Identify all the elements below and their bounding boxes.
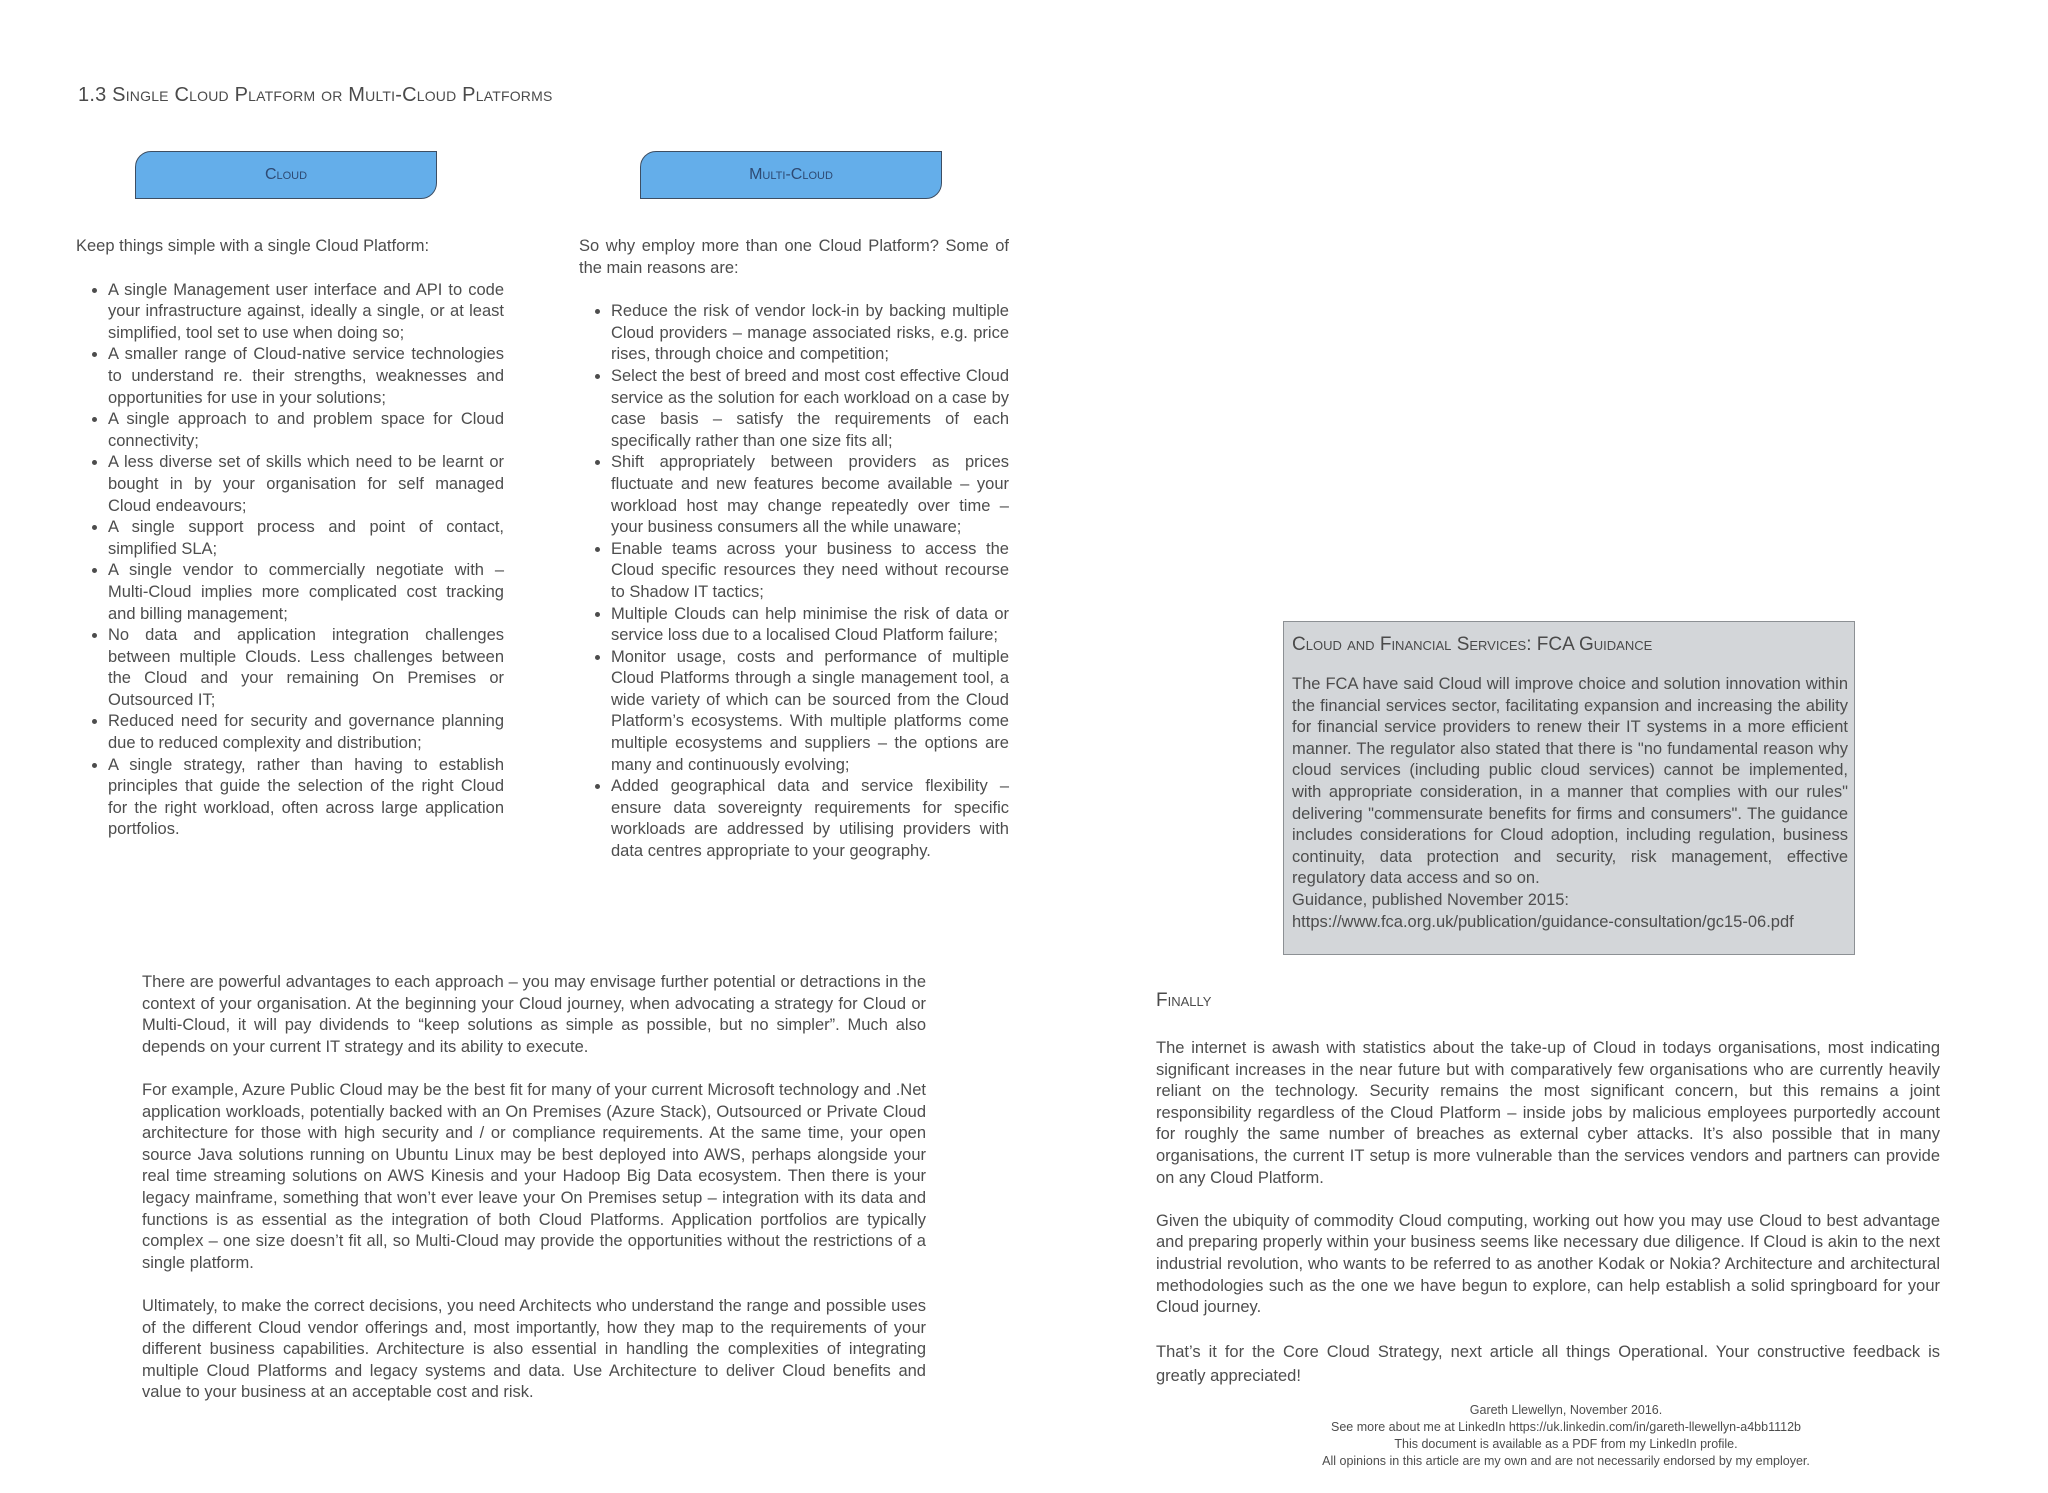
- callout-published: Guidance, published November 2015:: [1292, 890, 1570, 909]
- multi-cloud-column: [579, 236, 1009, 863]
- cloud-tab: Cloud: [135, 151, 437, 199]
- cloud-bullet-list: [76, 280, 504, 841]
- list-item: • Multiple Clouds can help minimise the risk of data or service loss due to a localised Cloud Platform failure;: [611, 604, 1009, 647]
- list-item: • Reduced need for security and governance planning due to reduced complexity and distribution;: [108, 711, 504, 754]
- list-item: • A less diverse set of skills which need to be learnt or bought in by your organisation for self managed Cloud endeavours;: [108, 452, 504, 517]
- body-paragraph: There are powerful advantages to each approach – you may envisage further potential or detractions in the context of your organisation. At the beginning your Cloud journey, when advocating a strategy for Cloud or Multi-Cloud, it will pay dividends to “keep solutions as simple as possible, but no simpler”. Much also depends on your current IT strategy and its ability to execute.: [142, 973, 926, 1056]
- list-item: • No data and application integration challenges between multiple Clouds. Less challenges between the Cloud and your remaining On Premises or Outsourced IT;: [108, 625, 504, 711]
- multi-cloud-intro: So why employ more than one Cloud Platform? Some of the main reasons are:: [579, 237, 1009, 277]
- fca-guidance-callout: [1283, 621, 1855, 955]
- footer-linkedin: See more about me at LinkedIn https://uk.linkedin.com/in/gareth-llewellyn-a4bb1112b: [1331, 1420, 1801, 1434]
- cloud-intro: Keep things simple with a single Cloud Platform:: [76, 237, 430, 255]
- body-paragraph: For example, Azure Public Cloud may be the best fit for many of your current Microsoft technology and .Net application workloads, potentially backed with an On Premises (Azure Stack), Outsourced or Private Cloud architecture for those with high security and / or compliance requirements. At the same time, your open source Java solutions running on Ubuntu Linux may be best deployed into AWS, perhaps alongside your real time streaming solutions on AWS Kinesis and your Hadoop Big Data ecosystem. Then there is your legacy mainframe, something that won’t ever leave your On Premises setup – integration with its data and functions is as essential as the integration of both Cloud Platforms. Application portfolios are typically complex – one size doesn’t fit all, so Multi-Cloud may provide the opportunities without the restrictions of a single platform.: [142, 1080, 926, 1272]
- callout-text: The FCA have said Cloud will improve choice and solution innovation within the financial services sector, facilitating expansion and increasing the ability for financial service providers to renew their IT systems in a more efficient manner. The regulator also stated that there is "no fundamental reason why cloud services (including public cloud services) cannot be implemented, with appropriate consideration, in a manner that complies with our rules" delivering "commensurate benefits for firms and consumers". The guidance includes considerations for Cloud adoption, including regulation, business continuity, data protection and security, risk management, effective regulatory data access and so on.: [1292, 675, 1848, 888]
- footer-author: Gareth Llewellyn, November 2016.: [1469, 1403, 1663, 1417]
- finally-body: [1156, 1038, 1940, 1388]
- list-item: • A smaller range of Cloud-native service technologies to understand re. their strengths, weaknesses and opportunities for use in your solutions;: [108, 344, 504, 409]
- finally-heading: Finally: [1156, 990, 1212, 1011]
- finally-paragraph: Given the ubiquity of commodity Cloud computing, working out how you may use Cloud to best advantage and preparing properly within your business seems like necessary due diligence. If Cloud is akin to the next industrial revolution, who wants to be referred to as another Kodak or Nokia? Architecture and architectural methodologies such as the one we have begun to explore, can help establish a solid springboard for your Cloud journey.: [1156, 1211, 1940, 1317]
- list-item: • Monitor usage, costs and performance of multiple Cloud Platforms through a single management tool, a wide variety of which can be sourced from the Cloud Platform’s ecosystems. With multiple platforms come multiple ecosystems and suppliers – the options are many and continuously evolving;: [611, 647, 1009, 777]
- finally-paragraph: That’s it for the Core Cloud Strategy, next article all things Operational. Your constructive feedback is greatly appreciated!: [1156, 1343, 1940, 1386]
- list-item: • A single Management user interface and API to code your infrastructure against, ideally a single, or at least simplified, tool set to use when doing so;: [108, 280, 504, 345]
- list-item: • A single approach to and problem space for Cloud connectivity;: [108, 409, 504, 452]
- section-title: 1.3 Single Cloud Platform or Multi-Cloud Platforms: [78, 84, 553, 106]
- body-paragraph: Ultimately, to make the correct decisions, you need Architects who understand the range and possible uses of the different Cloud vendor offerings and, most importantly, how they map to the requirements of your different business capabilities. Architecture is also essential in handling the complexities of integrating multiple Cloud Platforms and legacy systems and data. Use Architecture to deliver Cloud benefits and value to your business at an acceptable cost and risk.: [142, 1296, 926, 1402]
- finally-paragraph: The internet is awash with statistics about the take-up of Cloud in todays organisations, most indicating significant increases in the near future but with comparatively few organisations who are currently heavily reliant on the technology. Security remains the most significant concern, but this remains a joint responsibility regardless of the Cloud Platform – inside jobs by malicious employees purportedly account for roughly the same number of breaches as external cyber attacks. It’s also possible that in many organisations, the current IT setup is more vulnerable than the services vendors and partners can provide on any Cloud Platform.: [1156, 1039, 1940, 1187]
- list-item: • Enable teams across your business to access the Cloud specific resources they need without recourse to Shadow IT tactics;: [611, 539, 1009, 604]
- list-item: • A single support process and point of contact, simplified SLA;: [108, 517, 504, 560]
- callout-title: Cloud and Financial Services: FCA Guidance: [1292, 634, 1653, 655]
- footer-disclaimer: All opinions in this article are my own and are not necessarily endorsed by my employer.: [1322, 1454, 1810, 1468]
- multi-cloud-tab: Multi-Cloud: [640, 151, 942, 199]
- footer-pdf-note: This document is available as a PDF from my LinkedIn profile.: [1394, 1437, 1738, 1451]
- list-item: • Added geographical data and service flexibility – ensure data sovereignty requirements for specific workloads are addressed by utilising providers with data centres appropriate to your geography.: [611, 776, 1009, 862]
- footer: [1156, 1402, 1976, 1470]
- list-item: • A single strategy, rather than having to establish principles that guide the selection of the right Cloud for the right workload, often across large application portfolios.: [108, 755, 504, 841]
- comparison-body: [142, 972, 926, 1425]
- list-item: • Select the best of breed and most cost effective Cloud service as the solution for each workload on a case by case basis – satisfy the requirements of each specifically rather than one size fits all;: [611, 366, 1009, 452]
- list-item: • A single vendor to commercially negotiate with – Multi-Cloud implies more complicated cost tracking and billing management;: [108, 560, 504, 625]
- multi-cloud-bullet-list: [579, 301, 1009, 862]
- list-item: • Reduce the risk of vendor lock-in by backing multiple Cloud providers – manage associated risks, e.g. price rises, through choice and competition;: [611, 301, 1009, 366]
- callout-body: [1292, 674, 1848, 933]
- list-item: • Shift appropriately between providers as prices fluctuate and new features become available – your workload host may change repeatedly over time – your business consumers all the while unaware;: [611, 452, 1009, 538]
- cloud-column: [76, 236, 504, 841]
- callout-url: https://www.fca.org.uk/publication/guidance-consultation/gc15-06.pdf: [1292, 912, 1794, 931]
